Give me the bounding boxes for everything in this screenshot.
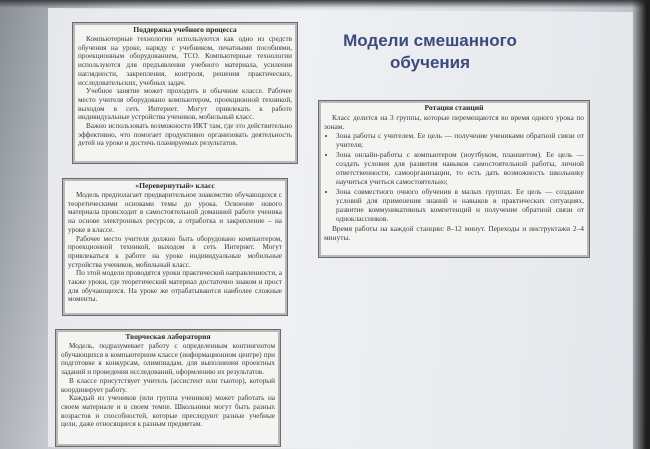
support-paragraph-3: Важно использовать возможности ИКТ там, где это действительно эффективно, что помогает продуктивно организовать деятельность детей на уроке и достичь планируемых результатов. bbox=[78, 122, 292, 148]
flipped-class-box bbox=[62, 178, 288, 316]
lab-paragraph-3: Каждый из учеников (или группа учеников) может работать на своем материале и в своем темпе. Школьники могут быть разных возрастов и способностей, которые преследуют разные учебные цели, даже относящиеся к разным предметам. bbox=[61, 394, 275, 429]
rotation-zone-group: • Зона совместного очного обучения в малых группах. Ее цель — создание условий для применения знаний и навыков в практических ситуациях, развитие коммуникативных компетенций и получение обратной связи от одноклассников. bbox=[336, 187, 584, 223]
rotation-heading: Ротация станций bbox=[424, 103, 484, 112]
rotation-zone-list bbox=[324, 131, 584, 223]
flipped-heading: «Перевернутый» класс bbox=[135, 181, 215, 190]
creative-lab-box bbox=[55, 329, 281, 447]
flipped-paragraph-1: Модель предполагает предварительное знакомство обучающихся с теоретическими основами темы до урока. Освоение нового материала происходит в самостоятельной домашней работе ученика на основе электронных ресурсов, а отработка и закрепление – на уроке в классе. bbox=[68, 191, 282, 234]
slide-title: Модели смешанного обучения bbox=[343, 31, 517, 72]
rotation-intro: Класс делится на 3 группы, которые перемещаются во время одного урока по зонам. bbox=[324, 113, 584, 131]
station-rotation-box bbox=[318, 100, 590, 258]
support-heading: Поддержка учебного процесса bbox=[133, 25, 237, 34]
lab-paragraph-2: В классе присутствует учитель (ассистент или тьютор), который координирует работу. bbox=[61, 376, 275, 394]
rotation-zone-online: • Зона онлайн-работы с компьютером (ноутбуком, планшетом). Ее цель — создать условия для развития навыков самостоятельной работы, личной ответственности, самоорганизации, то есть дать возможность школьнику научиться учиться самостоятельно; bbox=[336, 150, 584, 186]
flipped-paragraph-3: По этой модели проводятся уроки практической направленности, а также уроки, где теоретический материал достаточно знаком и прост для обучающихся. На уроке же отрабатываются наиболее сложные моменты. bbox=[68, 269, 282, 304]
rotation-timing: Время работы на каждой станции: 8–12 минут. Переходы и инструктажи 2–4 минуты. bbox=[324, 224, 584, 242]
rotation-zone-teacher: • Зона работы с учителем. Ее цель — получение учениками обратной связи от учителя; bbox=[336, 131, 584, 149]
lab-heading: Творческая лаборатория bbox=[125, 332, 211, 341]
flipped-paragraph-2: Рабочее место учителя должно быть оборудовано компьютером, проекционной техникой, выходом в сеть Интернет. Могут привлекаться к работе на уроке индивидуальные мобильные устройства учеников, мобильный класс. bbox=[68, 234, 282, 269]
support-paragraph-1: Компьютерные технологии используются как одно из средств обучения на уроке, наряду с учебником, печатными пособиями, проекционным оборудованием, ТСО. Компьютерные технологии используются для предъявления учебного материала, усиления наглядности, закрепления, контроля, решения практических, исследовательских, учебных задач. bbox=[78, 35, 292, 87]
screen-top-edge bbox=[0, 0, 650, 8]
screen-right-edge bbox=[632, 0, 650, 449]
support-box bbox=[72, 22, 298, 164]
lab-paragraph-1: Модель, подразумевает работу с определенным контингентом обучающихся в компьютерном классе (информационном центре) при подготовке к конкурсам, олимпиадам, для выполнения проектных заданий и проведения исследований, оформлению их результатов. bbox=[61, 342, 275, 377]
support-paragraph-2: Учебное занятие может проходить в обычном классе. Рабочее место учителя оборудовано компьютером, проекционной техникой, выходом в сеть Интернет. Могут привлекать к работе индивидуальные устройства учеников, мобильный класс. bbox=[78, 87, 292, 122]
